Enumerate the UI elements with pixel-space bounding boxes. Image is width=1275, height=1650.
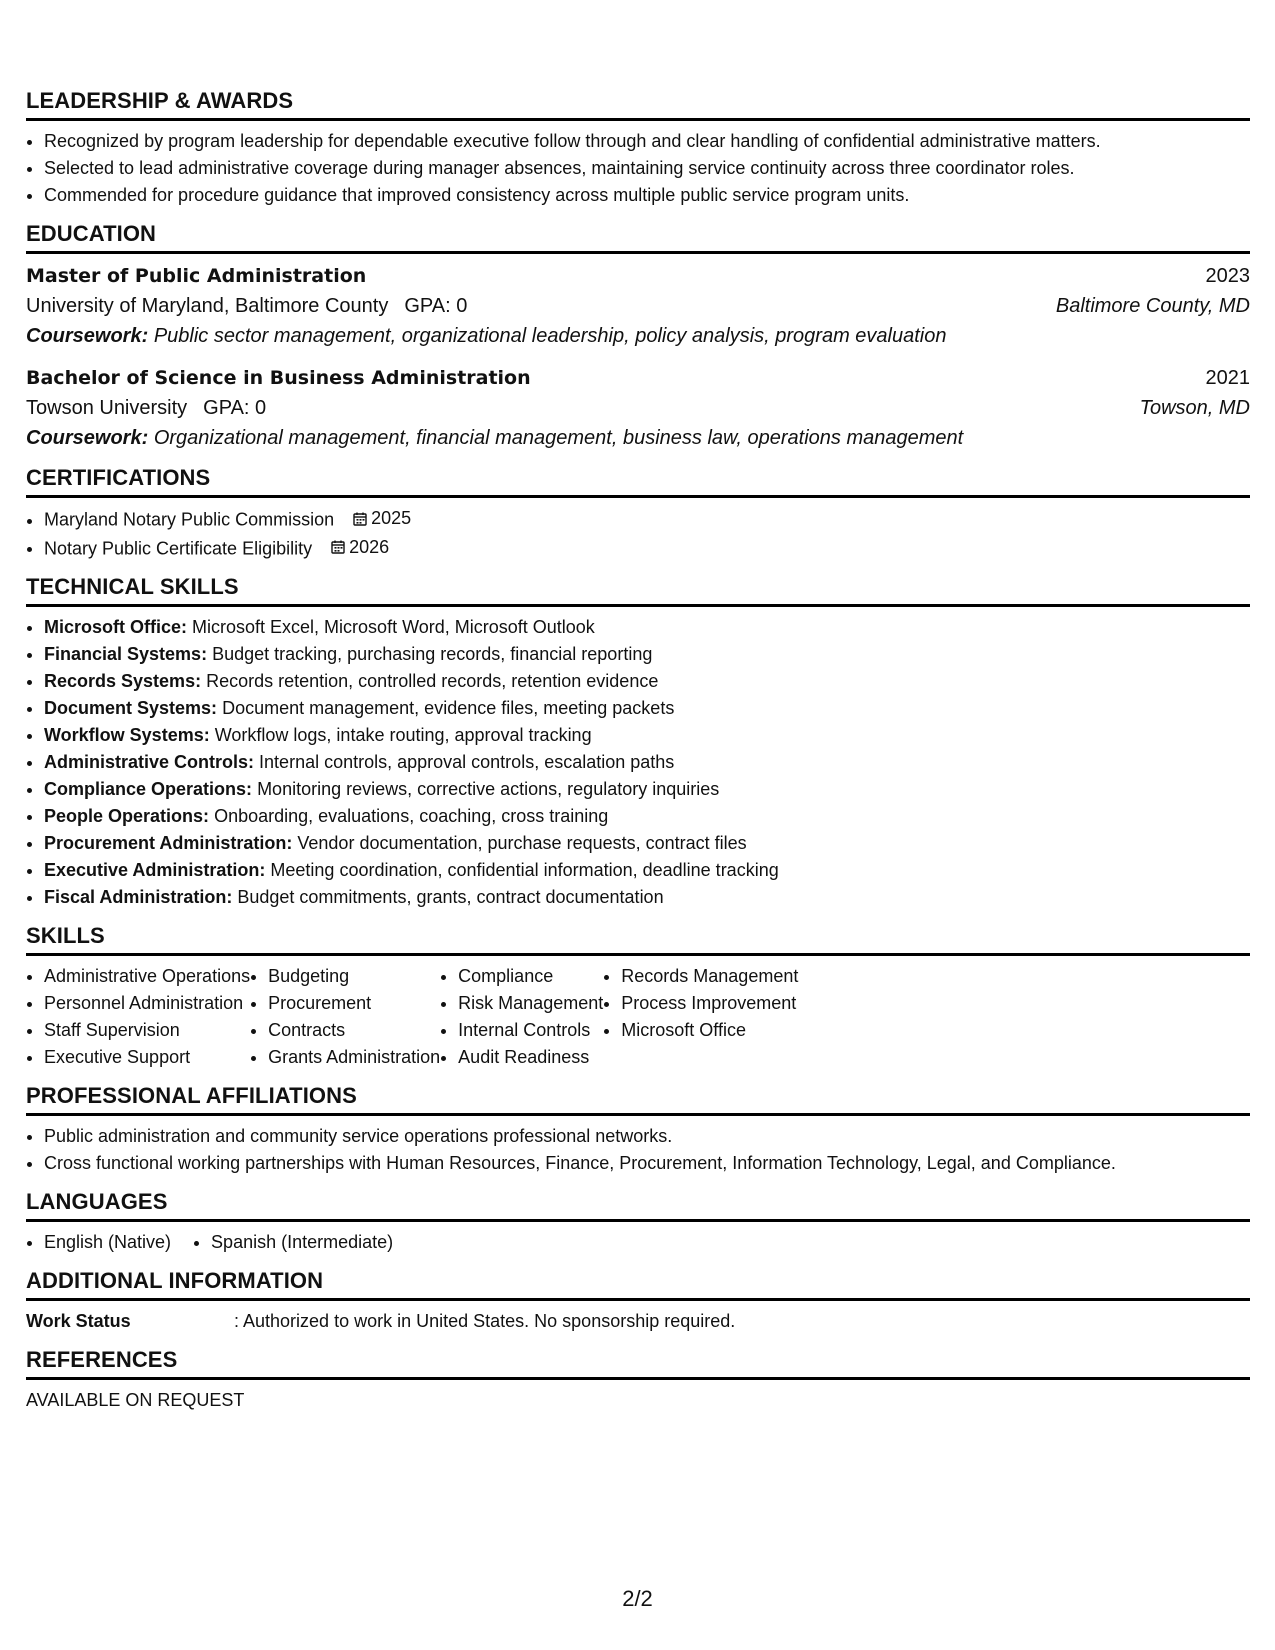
gpa: GPA: 0 <box>203 397 267 419</box>
section-title: PROFESSIONAL AFFILIATIONS <box>26 1083 1250 1116</box>
technical-skill-label: Administrative Controls: <box>44 752 255 772</box>
technical-skill-item <box>44 749 1250 776</box>
skill-item: • Microsoft Office <box>621 1017 798 1044</box>
resume-page <box>26 88 1250 1426</box>
technical-skill-item <box>44 830 1250 857</box>
technical-skills-section <box>26 574 1250 911</box>
technical-skill-label: Fiscal Administration: <box>44 887 233 907</box>
skills-column <box>603 963 798 1071</box>
section-title: SKILLS <box>26 923 1250 956</box>
technical-skill-value: Onboarding, evaluations, coaching, cross training <box>214 806 609 826</box>
leadership-section <box>26 88 1250 209</box>
technical-skill-item <box>44 776 1250 803</box>
skill-item: • Executive Support <box>44 1044 250 1071</box>
languages-section <box>26 1189 1250 1256</box>
section-title: ADDITIONAL INFORMATION <box>26 1268 1250 1301</box>
list-item: • Commended for procedure guidance that improved consistency across multiple public service program units. <box>44 182 1250 209</box>
coursework-label: Coursework: <box>26 427 149 449</box>
work-status-row <box>26 1308 1250 1335</box>
certification-name: Maryland Notary Public Commission <box>44 509 335 530</box>
technical-skill-value: Document management, evidence files, meeting packets <box>222 698 675 718</box>
section-title: CERTIFICATIONS <box>26 465 1250 498</box>
technical-skill-value: Vendor documentation, purchase requests, contract files <box>297 833 747 853</box>
school-location: Towson, MD <box>1139 397 1250 419</box>
skills-column <box>440 963 603 1071</box>
skills-section <box>26 923 1250 1071</box>
education-entry <box>26 261 1250 351</box>
technical-skill-item <box>44 668 1250 695</box>
list-item <box>44 505 1250 534</box>
technical-skill-value: Microsoft Excel, Microsoft Word, Microsoft Outlook <box>192 617 595 637</box>
technical-skill-item <box>44 857 1250 884</box>
technical-skill-label: Workflow Systems: <box>44 725 210 745</box>
certification-date: 2025 <box>371 508 412 528</box>
degree-title: Master of Public Administration <box>26 265 367 287</box>
graduation-year: 2023 <box>1205 265 1250 287</box>
skill-item: • Budgeting <box>268 963 440 990</box>
calendar-icon <box>353 512 367 526</box>
technical-skill-label: Procurement Administration: <box>44 833 293 853</box>
technical-skill-item <box>44 884 1250 911</box>
list-item <box>44 534 1250 563</box>
skill-item: • Grants Administration <box>268 1044 440 1071</box>
language-item: • English (Native) <box>44 1229 171 1256</box>
technical-skill-value: Records retention, controlled records, retention evidence <box>206 671 659 691</box>
skill-item: • Risk Management <box>458 990 603 1017</box>
section-title: LANGUAGES <box>26 1189 1250 1222</box>
coursework <box>26 423 1250 453</box>
list-item: • Selected to lead administrative coverage during manager absences, maintaining service continuity across three coordinator roles. <box>44 155 1250 182</box>
degree-title: Bachelor of Science in Business Administration <box>26 367 531 389</box>
school-name: Towson University <box>26 397 188 419</box>
certifications-section <box>26 465 1250 562</box>
technical-skill-label: Compliance Operations: <box>44 779 253 799</box>
skill-item: • Personnel Administration <box>44 990 250 1017</box>
technical-skill-value: Budget commitments, grants, contract documentation <box>237 887 664 907</box>
technical-skill-value: Budget tracking, purchasing records, financial reporting <box>212 644 653 664</box>
section-title: REFERENCES <box>26 1347 1250 1380</box>
technical-skill-label: People Operations: <box>44 806 210 826</box>
section-title: TECHNICAL SKILLS <box>26 574 1250 607</box>
skill-item: • Audit Readiness <box>458 1044 603 1071</box>
work-status-value: : Authorized to work in United States. No sponsorship required. <box>234 1311 736 1331</box>
page-number: 2/2 <box>622 1586 653 1611</box>
technical-skill-item <box>44 803 1250 830</box>
education-entry <box>26 363 1250 453</box>
gpa: GPA: 0 <box>404 295 468 317</box>
skill-item: • Procurement <box>268 990 440 1017</box>
technical-skill-item <box>44 614 1250 641</box>
list-item: • Cross functional working partnerships with Human Resources, Finance, Procurement, Information Technology, Legal, and Compliance. <box>44 1150 1250 1177</box>
affiliations-section <box>26 1083 1250 1177</box>
skill-item: • Compliance <box>458 963 603 990</box>
technical-skill-item <box>44 641 1250 668</box>
technical-skill-label: Records Systems: <box>44 671 202 691</box>
technical-skill-label: Financial Systems: <box>44 644 208 664</box>
skill-item: • Administrative Operations <box>44 963 250 990</box>
skill-item: • Staff Supervision <box>44 1017 250 1044</box>
skill-item: • Records Management <box>621 963 798 990</box>
additional-info-section <box>26 1268 1250 1335</box>
technical-skill-value: Internal controls, approval controls, escalation paths <box>259 752 675 772</box>
list-item: • Recognized by program leadership for dependable executive follow through and clear handling of confidential administrative matters. <box>44 128 1250 155</box>
technical-skill-value: Workflow logs, intake routing, approval tracking <box>214 725 592 745</box>
certification-name: Notary Public Certificate Eligibility <box>44 538 313 558</box>
list-item: • Public administration and community service operations professional networks. <box>44 1123 1250 1150</box>
technical-skill-label: Microsoft Office: <box>44 617 188 637</box>
affiliations-list <box>26 1123 1250 1177</box>
skills-column <box>26 963 250 1071</box>
technical-skill-value: Meeting coordination, confidential information, deadline tracking <box>270 860 779 880</box>
references-section <box>26 1347 1250 1414</box>
technical-skills-list <box>26 614 1250 911</box>
calendar-icon <box>331 540 345 554</box>
leadership-list <box>26 128 1250 209</box>
skills-grid <box>26 963 1250 1071</box>
skill-item: • Process Improvement <box>621 990 798 1017</box>
education-section <box>26 221 1250 453</box>
section-title: LEADERSHIP & AWARDS <box>26 88 1250 121</box>
graduation-year: 2021 <box>1205 367 1250 389</box>
technical-skill-item <box>44 695 1250 722</box>
school-name: University of Maryland, Baltimore County <box>26 295 389 317</box>
coursework-text: Organizational management, financial management, business law, operations management <box>153 427 964 449</box>
skill-item: • Contracts <box>268 1017 440 1044</box>
section-title: EDUCATION <box>26 221 1250 254</box>
coursework-label: Coursework: <box>26 325 149 347</box>
skill-item: • Internal Controls <box>458 1017 603 1044</box>
technical-skill-label: Document Systems: <box>44 698 218 718</box>
coursework <box>26 321 1250 351</box>
technical-skill-value: Monitoring reviews, corrective actions, regulatory inquiries <box>257 779 720 799</box>
language-item: • Spanish (Intermediate) <box>211 1229 393 1256</box>
technical-skill-item <box>44 722 1250 749</box>
references-text: AVAILABLE ON REQUEST <box>26 1390 245 1410</box>
languages-list <box>26 1229 1250 1256</box>
technical-skill-label: Executive Administration: <box>44 860 266 880</box>
certifications-list <box>26 505 1250 562</box>
work-status-label: Work Status <box>26 1311 131 1331</box>
skills-column <box>250 963 440 1071</box>
coursework-text: Public sector management, organizational leadership, policy analysis, program evaluation <box>153 325 947 347</box>
school-location: Baltimore County, MD <box>1055 295 1250 317</box>
certification-date: 2026 <box>349 536 390 557</box>
